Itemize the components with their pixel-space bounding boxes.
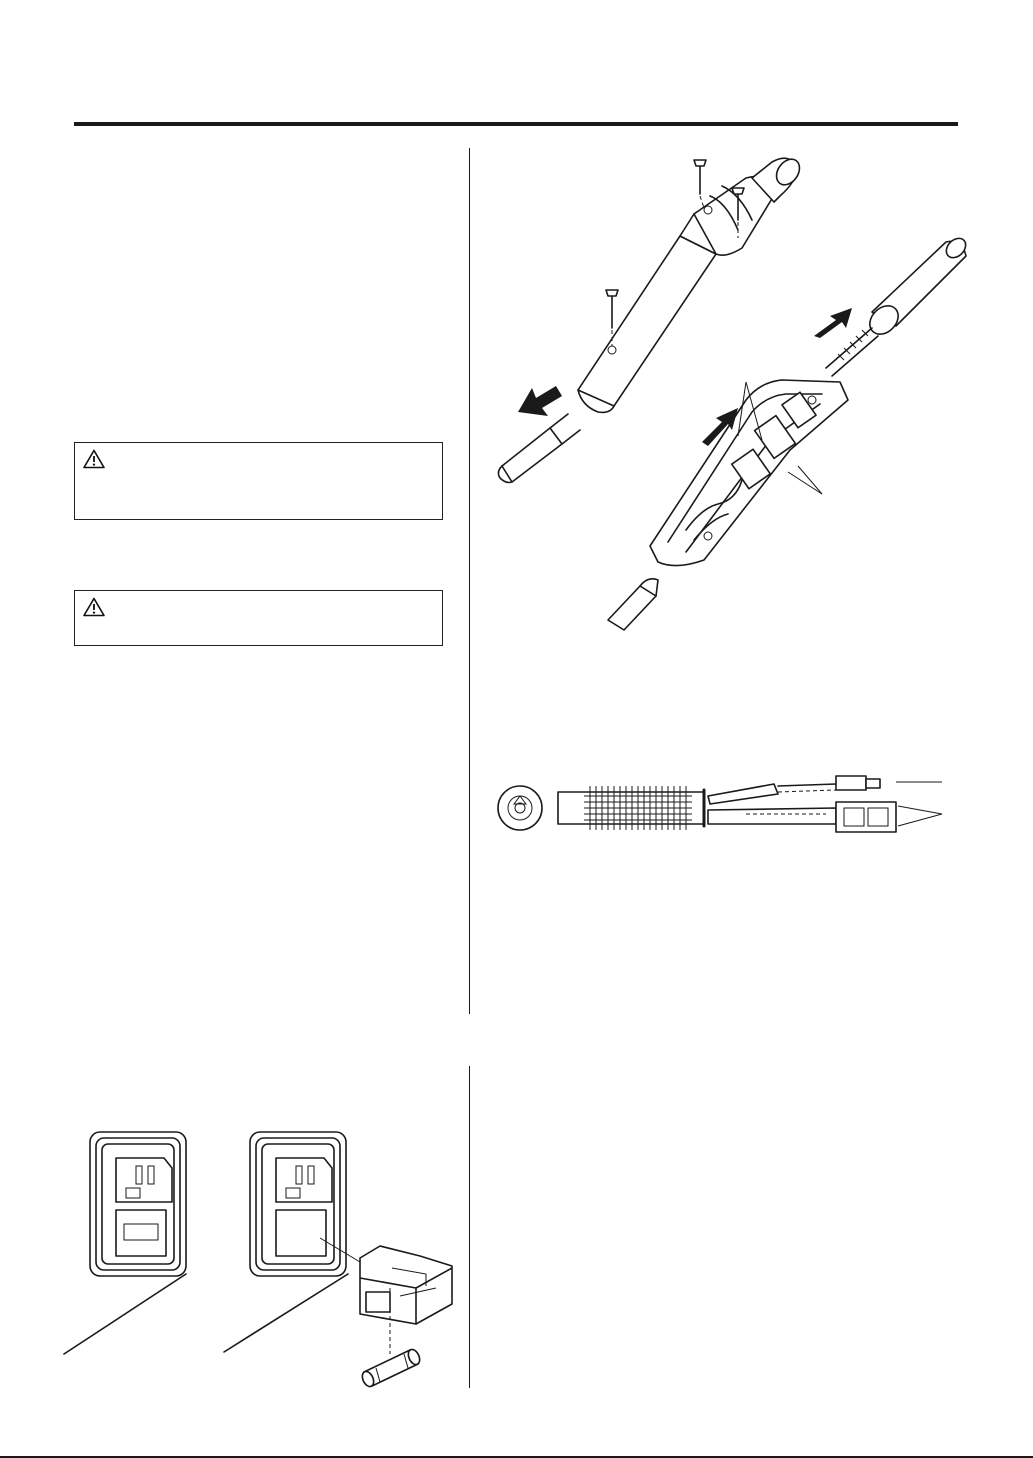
arrow-down-left-icon bbox=[518, 386, 562, 416]
warning-triangle-icon bbox=[83, 597, 105, 617]
header-rule bbox=[74, 122, 958, 126]
fuse-holder-illustration bbox=[220, 1128, 470, 1390]
warning-triangle-icon bbox=[83, 449, 105, 469]
fuse-icon bbox=[360, 1348, 422, 1389]
arrow-up-right-icon bbox=[814, 308, 852, 338]
heater-element-illustration bbox=[496, 774, 956, 864]
warning-box-2 bbox=[74, 590, 443, 646]
screw-icon bbox=[694, 160, 706, 208]
iron-disassembly-illustration bbox=[490, 150, 970, 630]
power-inlet-illustration bbox=[60, 1128, 200, 1360]
warning-box-1 bbox=[74, 442, 443, 520]
column-divider-top bbox=[469, 148, 470, 1014]
